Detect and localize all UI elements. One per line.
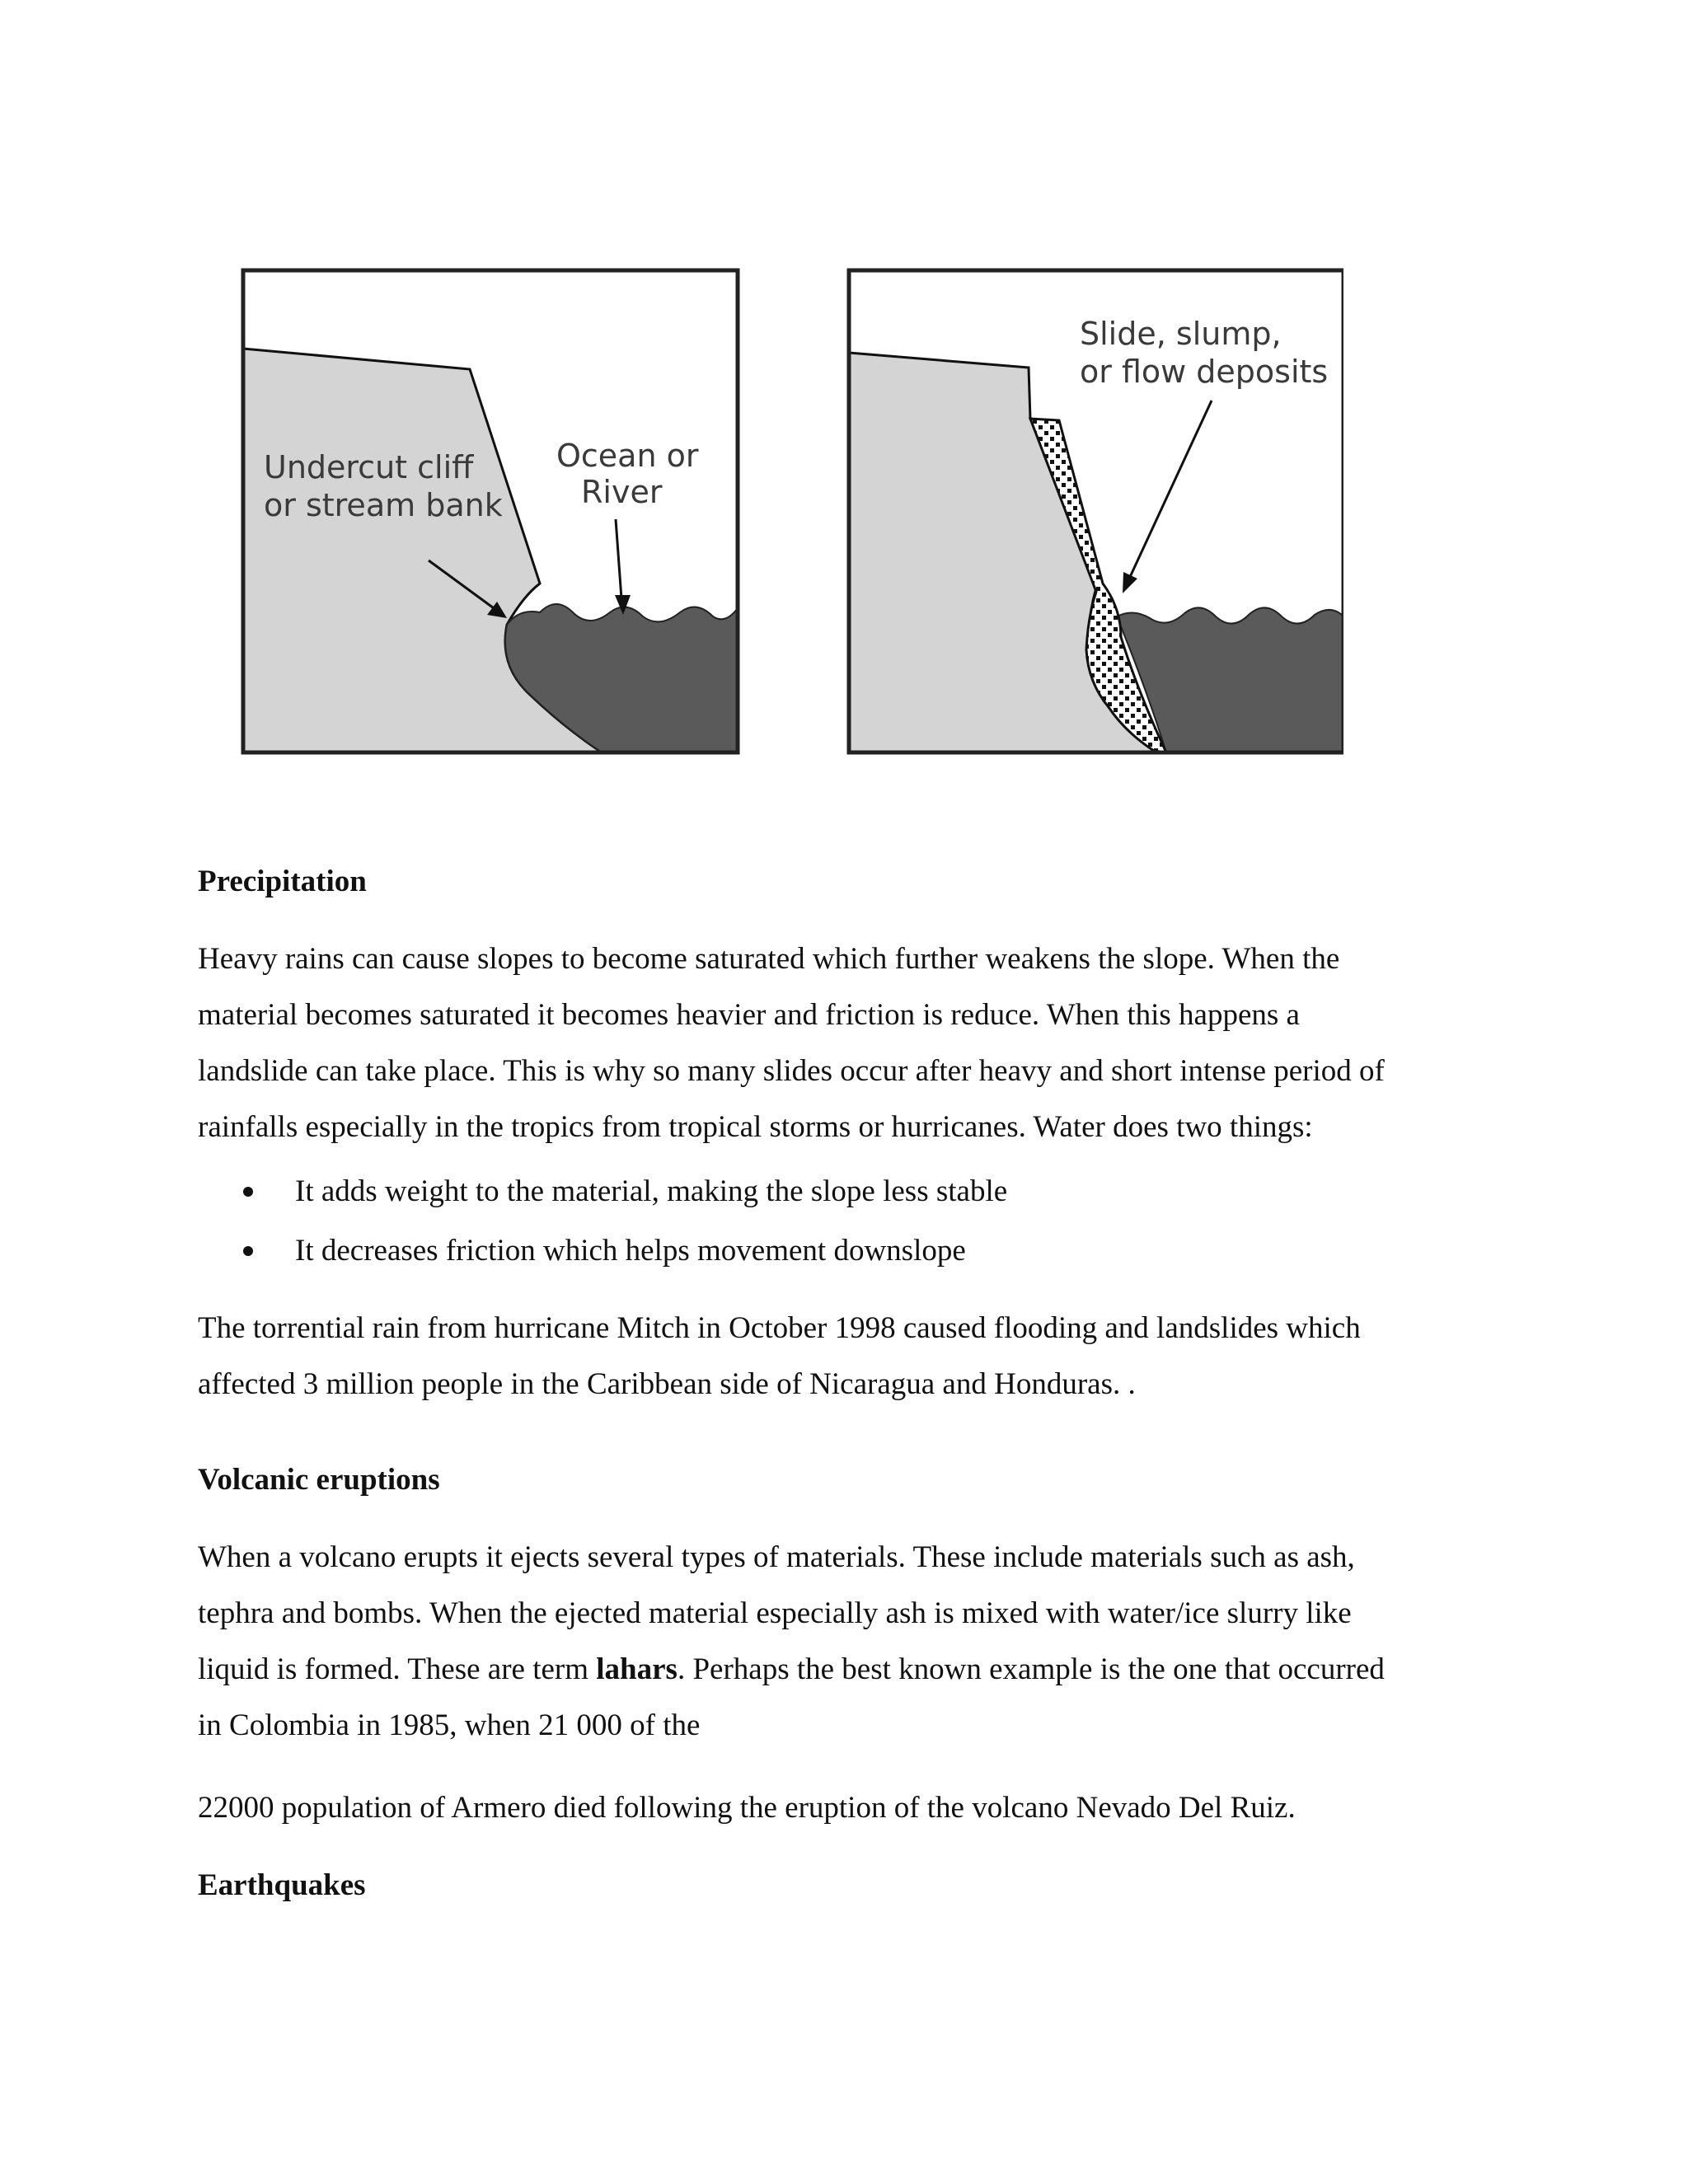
bullet-text: It decreases friction which helps movement downslope [295, 1234, 966, 1268]
precipitation-line-1: Heavy rains can cause slopes to become saturated which further weakens the slope. When the [198, 942, 1340, 976]
deposit-label-line1: Slide, slump, [1080, 316, 1282, 352]
earthquakes-heading: Earthquakes [198, 1868, 366, 1902]
precipitation-paragraph [198, 931, 1517, 1155]
list-item [198, 1162, 1517, 1221]
bullet-text: It adds weight to the material, making the slope less stable [295, 1174, 1008, 1208]
mitch-line-2: affected 3 million people in the Caribbean side of Nicaragua and Honduras. . [198, 1367, 1136, 1401]
undercut-cliff-diagram [243, 270, 738, 752]
precipitation-bullet-list [198, 1162, 1517, 1281]
lahars-term: lahars [596, 1652, 678, 1686]
ocean-river-label-line1b: Ocean or [556, 438, 699, 474]
precipitation-line-3: landslide can take place. This is why so many slides occur after heavy and short intense period of [198, 1054, 1385, 1088]
ocean-river-label-line2: River [581, 474, 663, 510]
precipitation-heading: Precipitation [198, 865, 367, 898]
mitch-line-1: The torrential rain from hurricane Mitch in October 1998 caused flooding and landslides which [198, 1311, 1361, 1345]
volcanic-paragraph [198, 1530, 1517, 1754]
list-item [198, 1221, 1517, 1281]
undercut-cliff-label-line1: Undercut cliff [264, 449, 474, 485]
precipitation-line-4: rainfalls especially in the tropics from tropical storms or hurricanes. Water does two things: [198, 1110, 1313, 1144]
landslide-diagram-figure [235, 262, 1343, 757]
precipitation-line-2: material becomes saturated it becomes heavier and friction is reduce. When this happens a [198, 998, 1300, 1032]
volcanic-line-3 [198, 1642, 1517, 1698]
volcanic-eruptions-heading: Volcanic eruptions [198, 1463, 440, 1497]
volcanic-line-3-end: . Perhaps the best known example is the one that occurred [677, 1652, 1385, 1686]
armero-paragraph: 22000 population of Armero died following the eruption of the volcano Nevado Del Ruiz. [198, 1791, 1296, 1825]
undercut-cliff-label-line2: or stream bank [264, 487, 503, 523]
deposit-label-line2: or flow deposits [1080, 354, 1329, 390]
bullet-icon [243, 1246, 253, 1256]
volcanic-line-3-start: liquid is formed. These are term [198, 1652, 597, 1686]
volcanic-line-1: When a volcano erupts it ejects several types of materials. These include materials such as ash, [198, 1540, 1355, 1574]
volcanic-line-4: in Colombia in 1985, when 21 000 of the [198, 1708, 701, 1742]
volcanic-line-2: tephra and bombs. When the ejected material especially ash is mixed with water/ice slurry like [198, 1596, 1352, 1630]
hurricane-mitch-paragraph [198, 1301, 1517, 1413]
bullet-icon [243, 1187, 253, 1197]
slide-deposit-diagram [849, 270, 1343, 752]
